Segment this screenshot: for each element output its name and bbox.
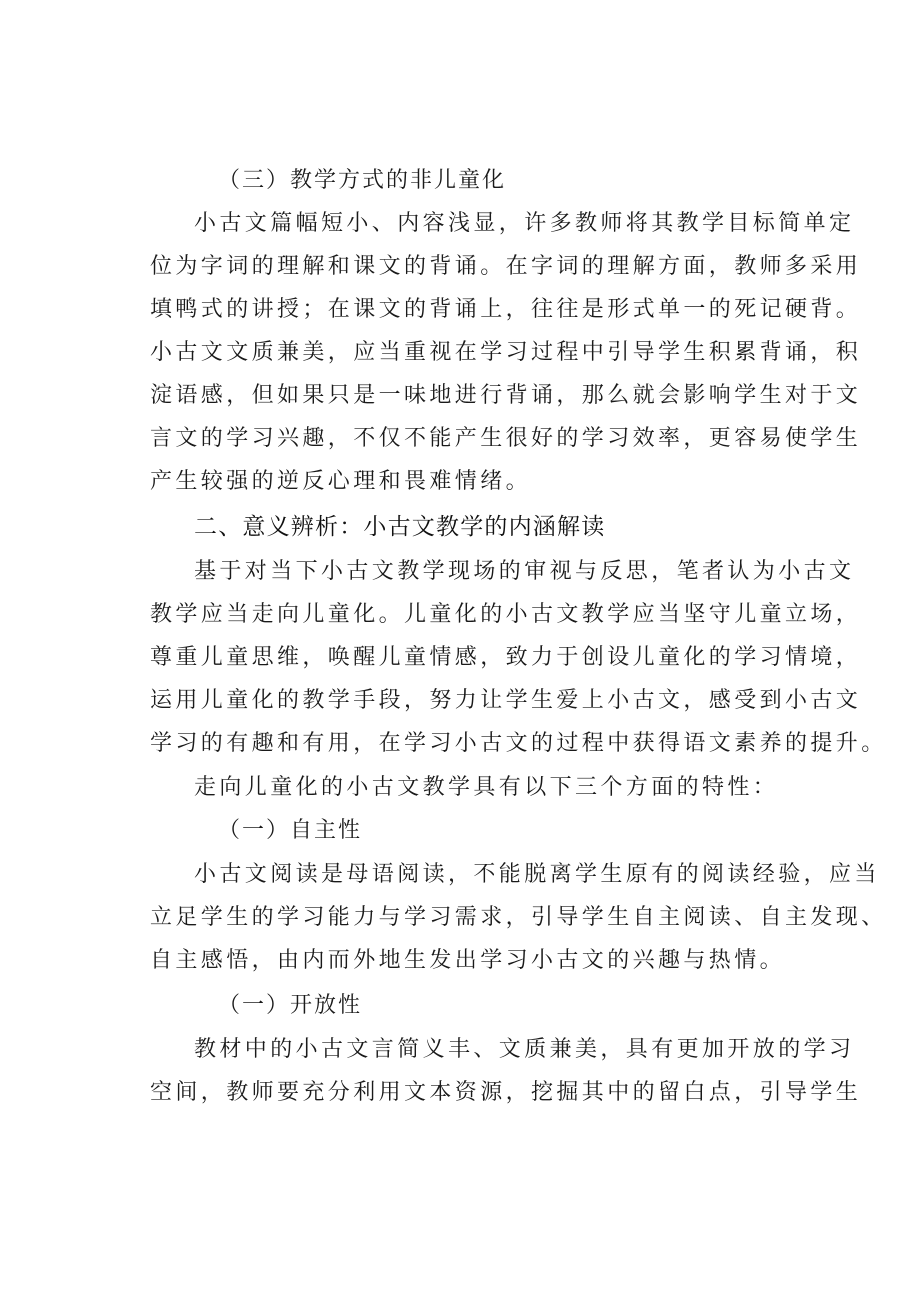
paragraph-1-line-1: 小古文篇幅短小、内容浅显，许多教师将其教学目标简单定	[194, 211, 855, 236]
paragraph-2-line-5: 学习的有趣和有用，在学习小古文的过程中获得语文素养的提升。	[150, 731, 887, 756]
paragraph-5-line-2: 空间，教师要充分利用文本资源，挖掘其中的留白点，引导学生	[150, 1080, 862, 1105]
part-2-heading: 二、意义辨析：小古文教学的内涵解读	[194, 514, 606, 540]
paragraph-2-line-4: 运用儿童化的教学手段，努力让学生爱上小古文，感受到小古文	[150, 688, 862, 713]
subheading-openness: （一）开放性	[218, 993, 363, 1018]
paragraph-5-line-1: 教材中的小古文言简义丰、文质兼美，具有更加开放的学习	[194, 1037, 855, 1062]
paragraph-1-line-3: 填鸭式的讲授；在课文的背诵上，往往是形式单一的死记硬背。	[150, 297, 862, 322]
paragraph-1-line-2: 位为字词的理解和课文的背诵。在字词的理解方面，教师多采用	[150, 254, 862, 279]
paragraph-4-line-3: 自主感悟，由内而外地生发出学习小古文的兴趣与热情。	[150, 948, 786, 973]
paragraph-4-line-2: 立足学生的学习能力与学习需求，引导学生自主阅读、自主发现、	[150, 905, 887, 930]
subheading-autonomy: （一）自主性	[218, 818, 363, 843]
section-3-heading: （三）教学方式的非儿童化	[218, 168, 507, 193]
paragraph-2-line-3: 尊重儿童思维，唤醒儿童情感，致力于创设儿童化的学习情境，	[150, 645, 862, 670]
paragraph-1-line-5: 淀语感，但如果只是一味地进行背诵，那么就会影响学生对于文	[150, 383, 862, 408]
paragraph-1-line-4: 小古文文质兼美，应当重视在学习过程中引导学生积累背诵，积	[150, 340, 862, 365]
paragraph-3: 走向儿童化的小古文教学具有以下三个方面的特性：	[194, 775, 779, 800]
paragraph-1-line-6: 言文的学习兴趣，不仅不能产生很好的学习效率，更容易使学生	[150, 426, 862, 451]
paragraph-1-line-7: 产生较强的逆反心理和畏难情绪。	[150, 469, 532, 494]
paragraph-2-line-2: 教学应当走向儿童化。儿童化的小古文教学应当坚守儿童立场，	[150, 602, 862, 627]
paragraph-4-line-1: 小古文阅读是母语阅读，不能脱离学生原有的阅读经验，应当	[194, 862, 880, 887]
paragraph-2-line-1: 基于对当下小古文教学现场的审视与反思，笔者认为小古文	[194, 559, 855, 584]
